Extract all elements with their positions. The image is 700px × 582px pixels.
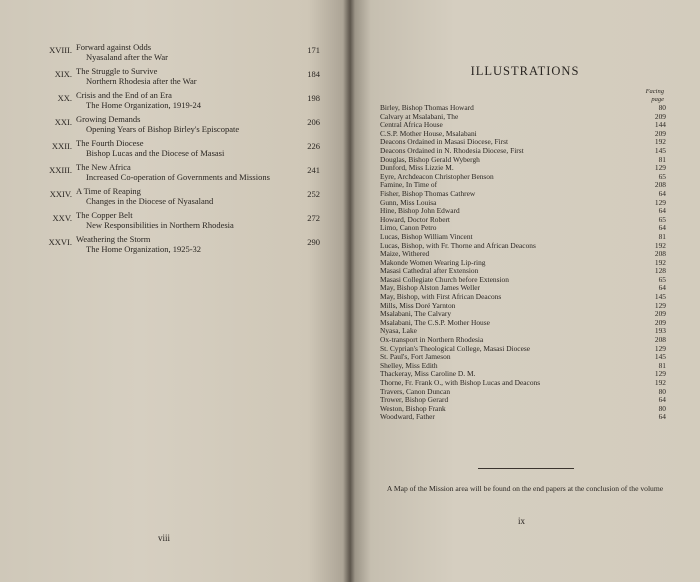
chapter-title: The New Africa <box>76 162 131 172</box>
illustration-title: Trower, Bishop Gerard <box>380 395 449 405</box>
chapter-number: XXIV. <box>49 189 72 199</box>
illustration-page: 80 <box>658 103 666 112</box>
illustration-page: 209 <box>654 128 666 138</box>
illustration-title: Mills, Miss Doré Yarnton <box>380 300 456 310</box>
illustrations-heading: ILLUSTRATIONS <box>470 64 580 78</box>
illustration-title: Lucas, Bishop William Vincent <box>380 231 473 241</box>
illustration-page: 192 <box>654 378 666 387</box>
illustration-title: St. Cyprian's Theological College, Masasi Diocese <box>380 343 531 353</box>
chapter-number: XXV. <box>52 213 72 223</box>
illustrations-list <box>380 104 666 422</box>
illustration-title: Thackeray, Miss Caroline D. M. <box>380 369 476 379</box>
chapter-title: The Fourth Diocese <box>76 138 144 148</box>
chapter-subtitle: Bishop Lucas and the Diocese of Masasi <box>86 148 225 158</box>
illustration-page: 145 <box>654 145 666 155</box>
illustration-page: 192 <box>654 257 666 267</box>
chapter-title: The Copper Belt <box>76 210 133 220</box>
illustration-page: 129 <box>654 369 666 379</box>
chapter-number: XVIII. <box>49 45 72 55</box>
illustration-title: Makonde Women Wearing Lip-ring <box>380 257 486 267</box>
chapter-titles <box>76 138 286 158</box>
chapter-titles <box>76 162 286 182</box>
illustration-title: Eyre, Archdeacon Christopher Benson <box>380 171 494 181</box>
illustration-title: Calvary at Msalabani, The <box>380 111 459 121</box>
illustration-title: Central Africa House <box>380 120 443 130</box>
illustration-page: 81 <box>658 360 666 370</box>
contents-row <box>28 42 328 66</box>
illustration-title: Limo, Canon Petro <box>380 223 437 233</box>
illustration-row <box>380 319 666 328</box>
chapter-subtitle: New Responsibilities in Northern Rhodesia <box>86 220 234 230</box>
illustration-page: 209 <box>654 317 666 327</box>
illustration-page: 64 <box>658 223 666 233</box>
chapter-title: Forward against Odds <box>76 42 152 52</box>
illustration-title: Travers, Canon Duncan <box>380 386 451 396</box>
illustration-page: 64 <box>658 188 666 198</box>
map-note: A Map of the Mission area will be found on the end papers at the conclusion of the volume <box>386 484 664 493</box>
contents-row <box>28 234 328 258</box>
illustration-page: 208 <box>654 180 666 190</box>
illustration-page: 128 <box>654 266 666 276</box>
illustration-page: 208 <box>654 249 666 259</box>
chapter-page: 252 <box>307 189 320 199</box>
contents-row <box>28 114 328 138</box>
illustration-page: 209 <box>654 111 666 121</box>
illustration-title: Maize, Withered <box>380 249 430 259</box>
illustration-title: Shelley, Miss Edith <box>380 360 438 370</box>
chapter-page: 241 <box>307 165 320 175</box>
chapter-page: 184 <box>307 69 320 79</box>
left-page-number: viii <box>158 533 171 543</box>
illustration-page: 65 <box>658 274 666 284</box>
illustration-title: May, Bishop, with First African Deacons <box>380 292 502 302</box>
illustration-title: May, Bishop Alston James Weller <box>380 283 480 293</box>
chapter-titles <box>76 234 286 254</box>
illustration-page: 209 <box>654 309 666 319</box>
chapter-title: Crisis and the End of an Era <box>76 90 172 100</box>
illustration-page: 144 <box>654 120 666 130</box>
chapter-number: XXI. <box>54 117 72 127</box>
illustration-page: 193 <box>654 326 666 336</box>
illustration-row <box>380 413 666 422</box>
chapter-page: 198 <box>307 93 320 103</box>
illustration-title: Masasi Collegiate Church before Extension <box>380 274 509 284</box>
chapter-number: XXIII. <box>49 165 72 175</box>
illustration-title: Fisher, Bishop Thomas Cathrew <box>380 188 476 198</box>
illustration-page: 192 <box>654 240 666 250</box>
illustration-title: Nyasa, Lake <box>380 326 417 336</box>
contents-row <box>28 90 328 114</box>
contents-row <box>28 138 328 162</box>
illustration-title: Deacons Ordained in Masasi Diocese, First <box>380 137 509 147</box>
chapter-titles <box>76 186 286 206</box>
illustration-page: 129 <box>654 300 666 310</box>
chapter-titles <box>76 66 286 86</box>
illustration-page: 129 <box>654 197 666 207</box>
illustration-page: 145 <box>654 292 666 302</box>
illustration-page: 64 <box>658 412 666 422</box>
chapter-titles <box>76 90 286 110</box>
illustration-page: 129 <box>654 163 666 173</box>
illustration-title: Thorne, Fr. Frank O., with Bishop Lucas and Deacons <box>380 378 541 387</box>
illustration-title: Gunn, Miss Louisa <box>380 197 437 207</box>
illustration-page: 80 <box>658 386 666 396</box>
chapter-subtitle: Northern Rhodesia after the War <box>86 76 197 86</box>
chapter-page: 290 <box>307 237 320 247</box>
illustration-title: Msalabani, The C.S.P. Mother House <box>380 317 490 327</box>
contents-list <box>28 42 328 258</box>
illustration-title: Woodward, Father <box>380 412 435 422</box>
illustration-page: 81 <box>658 231 666 241</box>
illustration-title: Masasi Cathedral after Extension <box>380 266 479 276</box>
chapter-number: XIX. <box>54 69 72 79</box>
contents-row <box>28 162 328 186</box>
book-gutter <box>343 0 355 582</box>
illustration-page: 145 <box>654 352 666 362</box>
illustration-page: 64 <box>658 283 666 293</box>
facing-page-column-heading <box>630 88 664 104</box>
illustration-page: 80 <box>658 403 666 413</box>
chapter-subtitle: Increased Co-operation of Governments and Missions <box>86 172 270 182</box>
divider-rule <box>478 468 574 469</box>
illustration-title: Dunford, Miss Lizzie M. <box>380 163 454 173</box>
chapter-subtitle: The Home Organization, 1925-32 <box>86 244 202 254</box>
illustration-title: Deacons Ordained in N. Rhodesia Diocese, First <box>380 145 524 155</box>
illustration-page: 65 <box>658 214 666 224</box>
contents-row <box>28 210 328 234</box>
illustration-page: 64 <box>658 395 666 405</box>
illustration-title: Msalabani, The Calvary <box>380 309 452 319</box>
right-page-number: ix <box>518 516 526 526</box>
chapter-number: XX. <box>57 93 72 103</box>
chapter-title: A Time of Reaping <box>76 186 141 196</box>
illustration-page: 81 <box>658 154 666 164</box>
chapter-title: The Struggle to Survive <box>76 66 158 76</box>
column-heading-line-1: Facing <box>645 88 664 95</box>
chapter-titles <box>76 114 286 134</box>
contents-row <box>28 66 328 90</box>
illustration-page: 65 <box>658 171 666 181</box>
contents-row <box>28 186 328 210</box>
illustration-title: Weston, Bishop Frank <box>380 403 446 413</box>
column-heading-line-2: page <box>651 96 664 103</box>
illustration-title: Lucas, Bishop, with Fr. Thorne and African Deacons <box>380 240 536 250</box>
chapter-titles <box>76 42 286 62</box>
chapter-title: Growing Demands <box>76 114 141 124</box>
chapter-page: 206 <box>307 117 320 127</box>
chapter-subtitle: The Home Organization, 1919-24 <box>86 100 202 110</box>
chapter-page: 226 <box>307 141 320 151</box>
chapter-number: XXVI. <box>48 237 72 247</box>
illustration-title: C.S.P. Mother House, Msalabani <box>380 128 477 138</box>
illustration-page: 192 <box>654 137 666 147</box>
illustration-title: Douglas, Bishop Gerald Wybergh <box>380 154 480 164</box>
illustration-title: Ox-transport in Northern Rhodesia <box>380 335 484 345</box>
chapter-subtitle: Changes in the Diocese of Nyasaland <box>86 196 214 206</box>
illustration-title: Famine, In Time of <box>380 180 438 190</box>
chapter-page: 171 <box>307 45 320 55</box>
illustration-page: 129 <box>654 343 666 353</box>
chapter-page: 272 <box>307 213 320 223</box>
chapter-subtitle: Opening Years of Bishop Birley's Episcopate <box>86 124 240 134</box>
illustration-page: 64 <box>658 206 666 216</box>
chapter-number: XXII. <box>51 141 72 151</box>
illustration-title: Birley, Bishop Thomas Howard <box>380 103 474 112</box>
illustration-title: St. Paul's, Fort Jameson <box>380 352 451 362</box>
illustration-title: Howard, Doctor Robert <box>380 214 450 224</box>
chapter-titles <box>76 210 286 230</box>
chapter-title: Weathering the Storm <box>76 234 151 244</box>
chapter-subtitle: Nyasaland after the War <box>86 52 168 62</box>
illustration-title: Hine, Bishop John Edward <box>380 206 460 216</box>
illustration-page: 208 <box>654 335 666 345</box>
